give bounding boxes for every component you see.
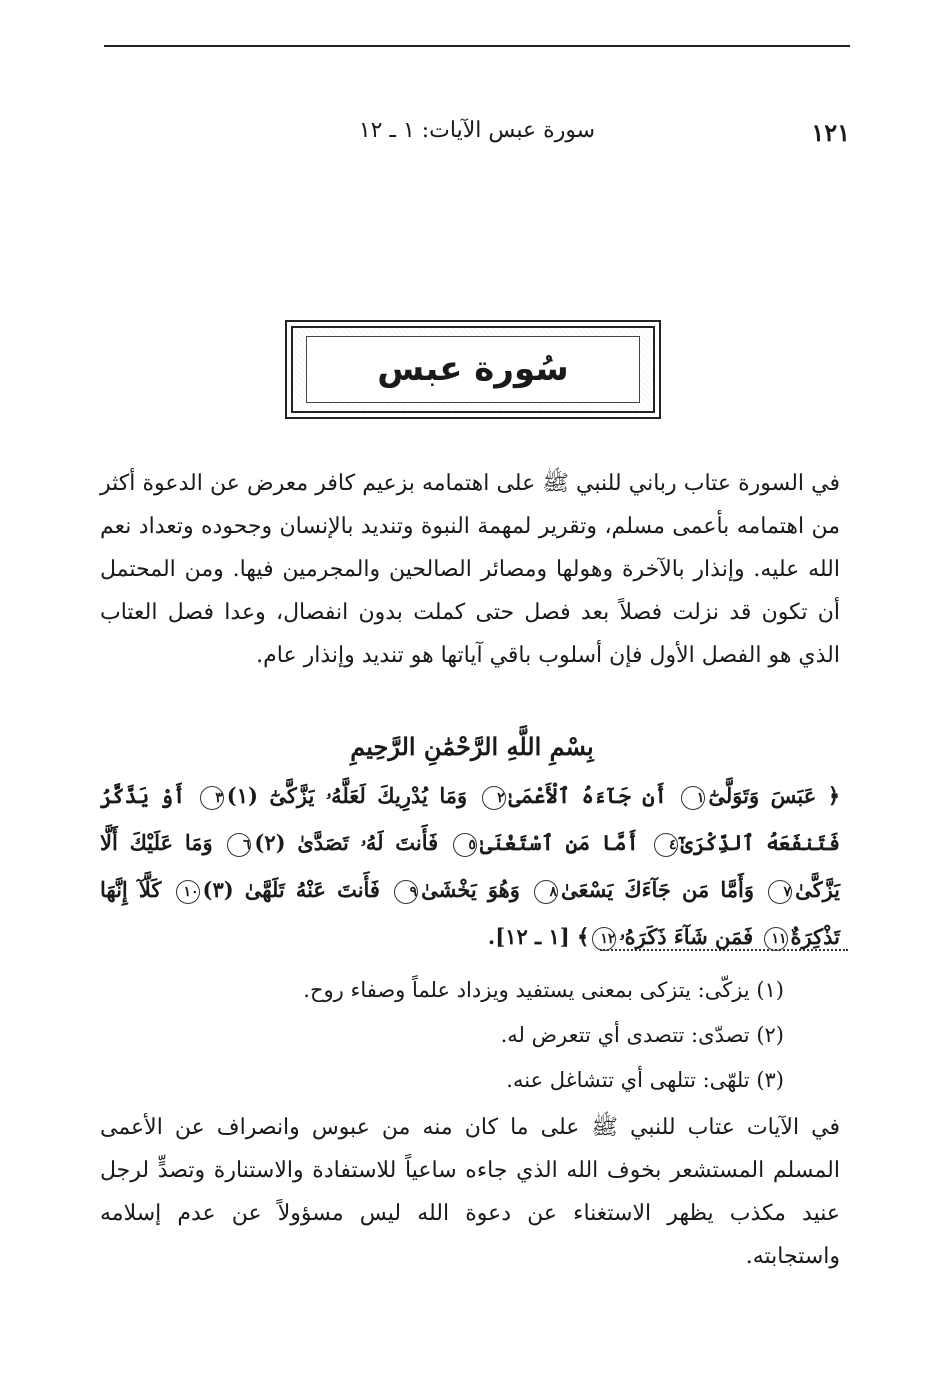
intro-paragraph: في السورة عتاب رباني للنبي ﷺ على اهتمامه بزعيم كافر معرض عن الدعوة أكثر من اهتمامه بأعمى مسلم، وتقرير لمهمة النبوة وتنديد بالإنسان وجحوده وتعداد نعم الله عليه. وإنذار بالآخرة وهولها ومصائر الصالحين والمجرمين فيها. ومن المحتمل أن تكون قد نزلت فصلاً بعد فصل حتى كملت بدون انفصال، وعدا فصل العتاب الذي هو الفصل الأول فإن أسلوب باقي آياتها هو تنديد وإنذار عام.: [100, 471, 840, 668]
basmala: بِسْمِ اللَّهِ الرَّحْمَٰنِ الرَّحِيمِ: [350, 732, 594, 761]
verse-number-10: ١٠: [176, 880, 200, 904]
footnote-2: (٢) تصدّى: تتصدى أي تتعرض له.: [500, 1023, 784, 1047]
page-number: ١٢١: [811, 118, 850, 147]
page-header: [104, 112, 850, 152]
verse-number-6: ٦: [227, 833, 251, 857]
verse-text-12: فَمَن شَآءَ ذَكَرَهُۥ: [619, 924, 754, 949]
footnote-3: (٣) تلهّى: تتلهى أي تتشاغل عنه.: [506, 1068, 784, 1092]
verse-text-4: أَوْ يَذَّكَّرُ فَتَنفَعَهُ ٱلذِّكْرَىٰٓ: [100, 783, 840, 855]
quran-verses: [100, 772, 840, 960]
verse-text-9: وَهُوَ يَخْشَىٰ: [421, 877, 520, 902]
footnotes: [164, 968, 784, 1103]
verse-number-1: ١: [681, 786, 705, 810]
verses-open-bracket: ﴿: [827, 783, 841, 808]
verse-text-1: عَبَسَ وَتَوَلَّىٰٓ: [708, 783, 817, 808]
surah-title-plate: [306, 336, 639, 403]
verse-number-9: ٩: [394, 880, 418, 904]
verses-reference: [١ ـ ١٢].: [487, 924, 570, 949]
verse-text-2: أَن جَآءَهُ ٱلْأَعْمَىٰ: [508, 783, 667, 808]
verse-text-8: وَأَمَّا مَن جَآءَكَ يَسْعَىٰ: [561, 877, 754, 902]
verse-text-3: وَمَا يُدْرِيكَ لَعَلَّهُۥ يَزَّكَّىٰٓ (١): [226, 783, 468, 808]
verse-number-3: ٣: [200, 786, 224, 810]
verse-text-6: فَأَنتَ لَهُۥ تَصَدَّىٰ (٢): [254, 830, 439, 855]
verse-text-10: فَأَنتَ عَنْهُ تَلَهَّىٰ (٣): [202, 877, 380, 902]
footnote-separator: [600, 949, 848, 951]
surah-title: سُورة عبس: [377, 349, 569, 390]
commentary-paragraph: في الآيات عتاب للنبي ﷺ على ما كان منه من عبوس وانصراف عن الأعمى المسلم المستشعر بخوف الله الذي جاءه ساعياً للاستفادة والاستنارة وتصدٍّ لرجل عنيد مكذب يظهر الاستغناء عن دعوة الله ليس مسؤولاً عن عدم إسلامه واستجابته.: [100, 1115, 840, 1269]
verse-number-8: ٨: [534, 880, 558, 904]
running-title: سورة عبس الآيات: ١ ـ ١٢: [358, 118, 596, 143]
verse-number-2: ٢: [482, 786, 506, 810]
surah-title-frame-border: [291, 326, 655, 413]
verse-text-5: أَمَّا مَنِ ٱسْتَغْنَىٰ: [479, 830, 639, 855]
header-divider: [104, 45, 850, 47]
verse-number-4: ٤: [654, 833, 678, 857]
verses-close-bracket: ﴾: [577, 924, 590, 949]
verse-number-5: ٥: [453, 833, 477, 857]
verse-number-11: ١١: [764, 927, 788, 951]
footnote-1: (١) يزكّى: يتزكى بمعنى يستفيد ويزداد علماً وصفاء روح.: [303, 978, 784, 1002]
verse-number-7: ٧: [768, 880, 792, 904]
verse-text-11: كَلَّآ إِنَّهَا تَذْكِرَةٌ: [100, 877, 840, 949]
surah-title-frame: [285, 320, 661, 419]
verse-text-7: وَمَا عَلَيْكَ أَلَّا يَزَّكَّىٰ: [100, 830, 841, 902]
verse-number-12: ١٢: [592, 927, 616, 951]
